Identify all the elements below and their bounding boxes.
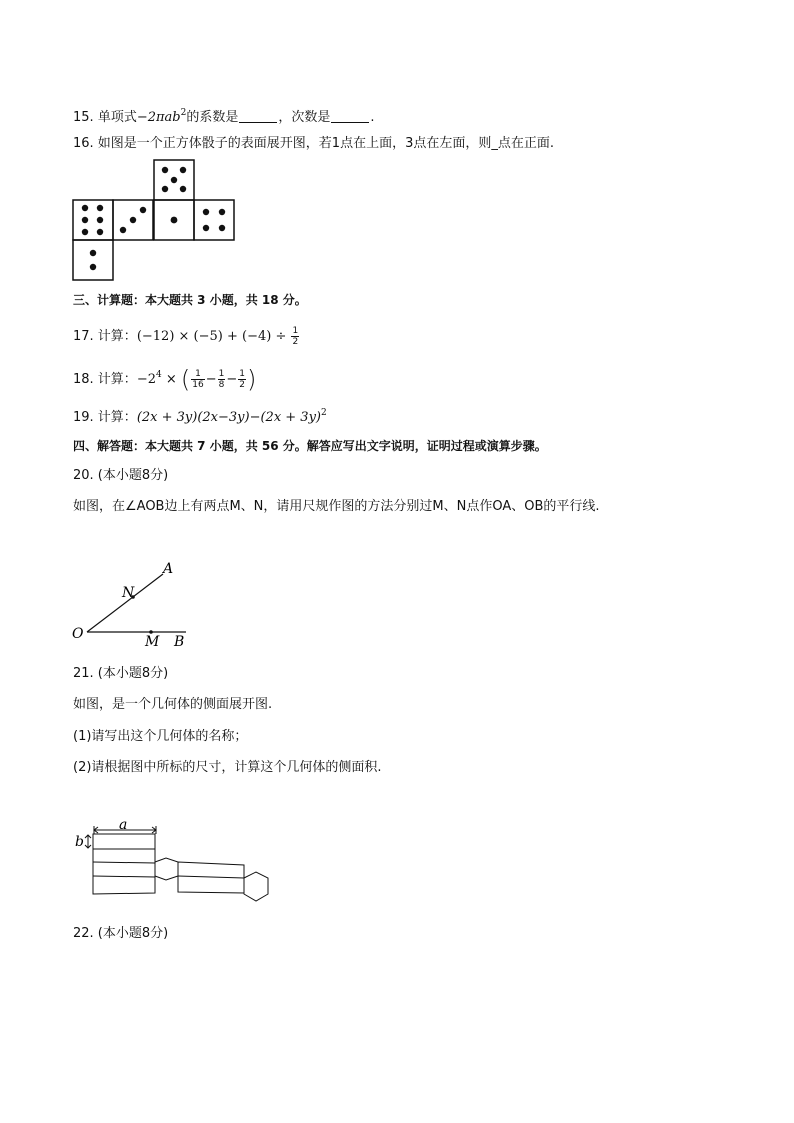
section-4-heading: 四、解答题：本大题共 7 小题，共 56 分。解答应写出文字说明，证明过程或演算步骤。 xyxy=(73,439,547,453)
label-A: A xyxy=(163,561,174,577)
q18-f1-num: 1 xyxy=(191,369,204,380)
q17-frac-numerator: 1 xyxy=(292,326,299,336)
lateral-development-figure xyxy=(74,818,274,903)
q15-text-d: . xyxy=(370,110,375,125)
q21-part-2: (2)请根据图中所标的尺寸，计算这个几何体的侧面积. xyxy=(73,760,382,775)
q21-body: 如图，是一个几何体的侧面展开图. xyxy=(73,697,273,712)
q19-label: 19. 计算： xyxy=(73,410,137,425)
q18-exponent: 4 xyxy=(155,370,162,380)
q15-text-a: 单项式 xyxy=(97,110,137,125)
question-17 xyxy=(73,325,300,349)
question-16: 16. 如图是一个正方体骰子的表面展开图，若1点在上面，3点在左面，则_点在正面. xyxy=(73,136,554,151)
q21-heading: 21. (本小题8分) xyxy=(73,666,169,681)
q17-label: 17. 计算： xyxy=(73,329,137,344)
section-3-heading: 三、计算题：本大题共 3 小题，共 18 分。 xyxy=(73,293,307,307)
q15-expression: −2πab xyxy=(136,110,181,125)
q18-base: −2 xyxy=(136,372,156,387)
q15-text-b: 的系数是 xyxy=(186,110,239,125)
q18-f3-num: 1 xyxy=(239,369,245,379)
q15-blank-1 xyxy=(239,110,277,123)
q17-frac-denominator: 2 xyxy=(292,337,299,347)
dice-net-figure xyxy=(72,159,236,283)
q18-minus-1: − xyxy=(205,372,217,387)
q20-body: 如图，在∠AOB边上有两点M、N，请用尺规作图的方法分别过M、N点作OA、OB的平行线. xyxy=(73,499,600,514)
label-M: M xyxy=(145,634,160,650)
q22-heading: 22. (本小题8分) xyxy=(73,926,169,941)
label-b: b xyxy=(75,834,84,850)
q18-f3-den: 2 xyxy=(239,380,245,390)
q17-expression: (−12) × (−5) + (−4) ÷ xyxy=(136,329,291,344)
q18-minus-2: − xyxy=(226,372,238,387)
q20-heading: 20. (本小题8分) xyxy=(73,468,169,483)
q18-label: 18. 计算： xyxy=(73,372,137,387)
q18-times: × xyxy=(161,372,181,387)
q21-part-1: (1)请写出这个几何体的名称； xyxy=(73,729,248,744)
label-O: O xyxy=(72,626,84,642)
label-a: a xyxy=(119,817,128,833)
question-15 xyxy=(73,104,375,127)
q18-f2-num: 1 xyxy=(218,369,225,379)
label-N: N xyxy=(122,585,135,601)
q15-number: 15. xyxy=(73,110,94,125)
q15-exponent: 2 xyxy=(180,108,187,118)
q19-exponent: 2 xyxy=(321,408,327,418)
label-B: B xyxy=(174,634,185,650)
angle-aob-figure xyxy=(68,560,198,650)
q19-expression: (2x + 3y)(2x−3y)−(2x + 3y) xyxy=(136,410,321,425)
q15-text-c: ，次数是 xyxy=(278,110,331,125)
question-18: 18. 计算：$-2^4$ × ( $\frac{1}{16}$ − $\frac{1}{8}$ − $\frac{1}{2}$ ) xyxy=(73,365,257,394)
q15-blank-2 xyxy=(331,110,369,123)
question-19 xyxy=(73,404,327,427)
q18-f1-den: 16 xyxy=(192,380,204,390)
q18-f2-den: 8 xyxy=(218,380,225,390)
